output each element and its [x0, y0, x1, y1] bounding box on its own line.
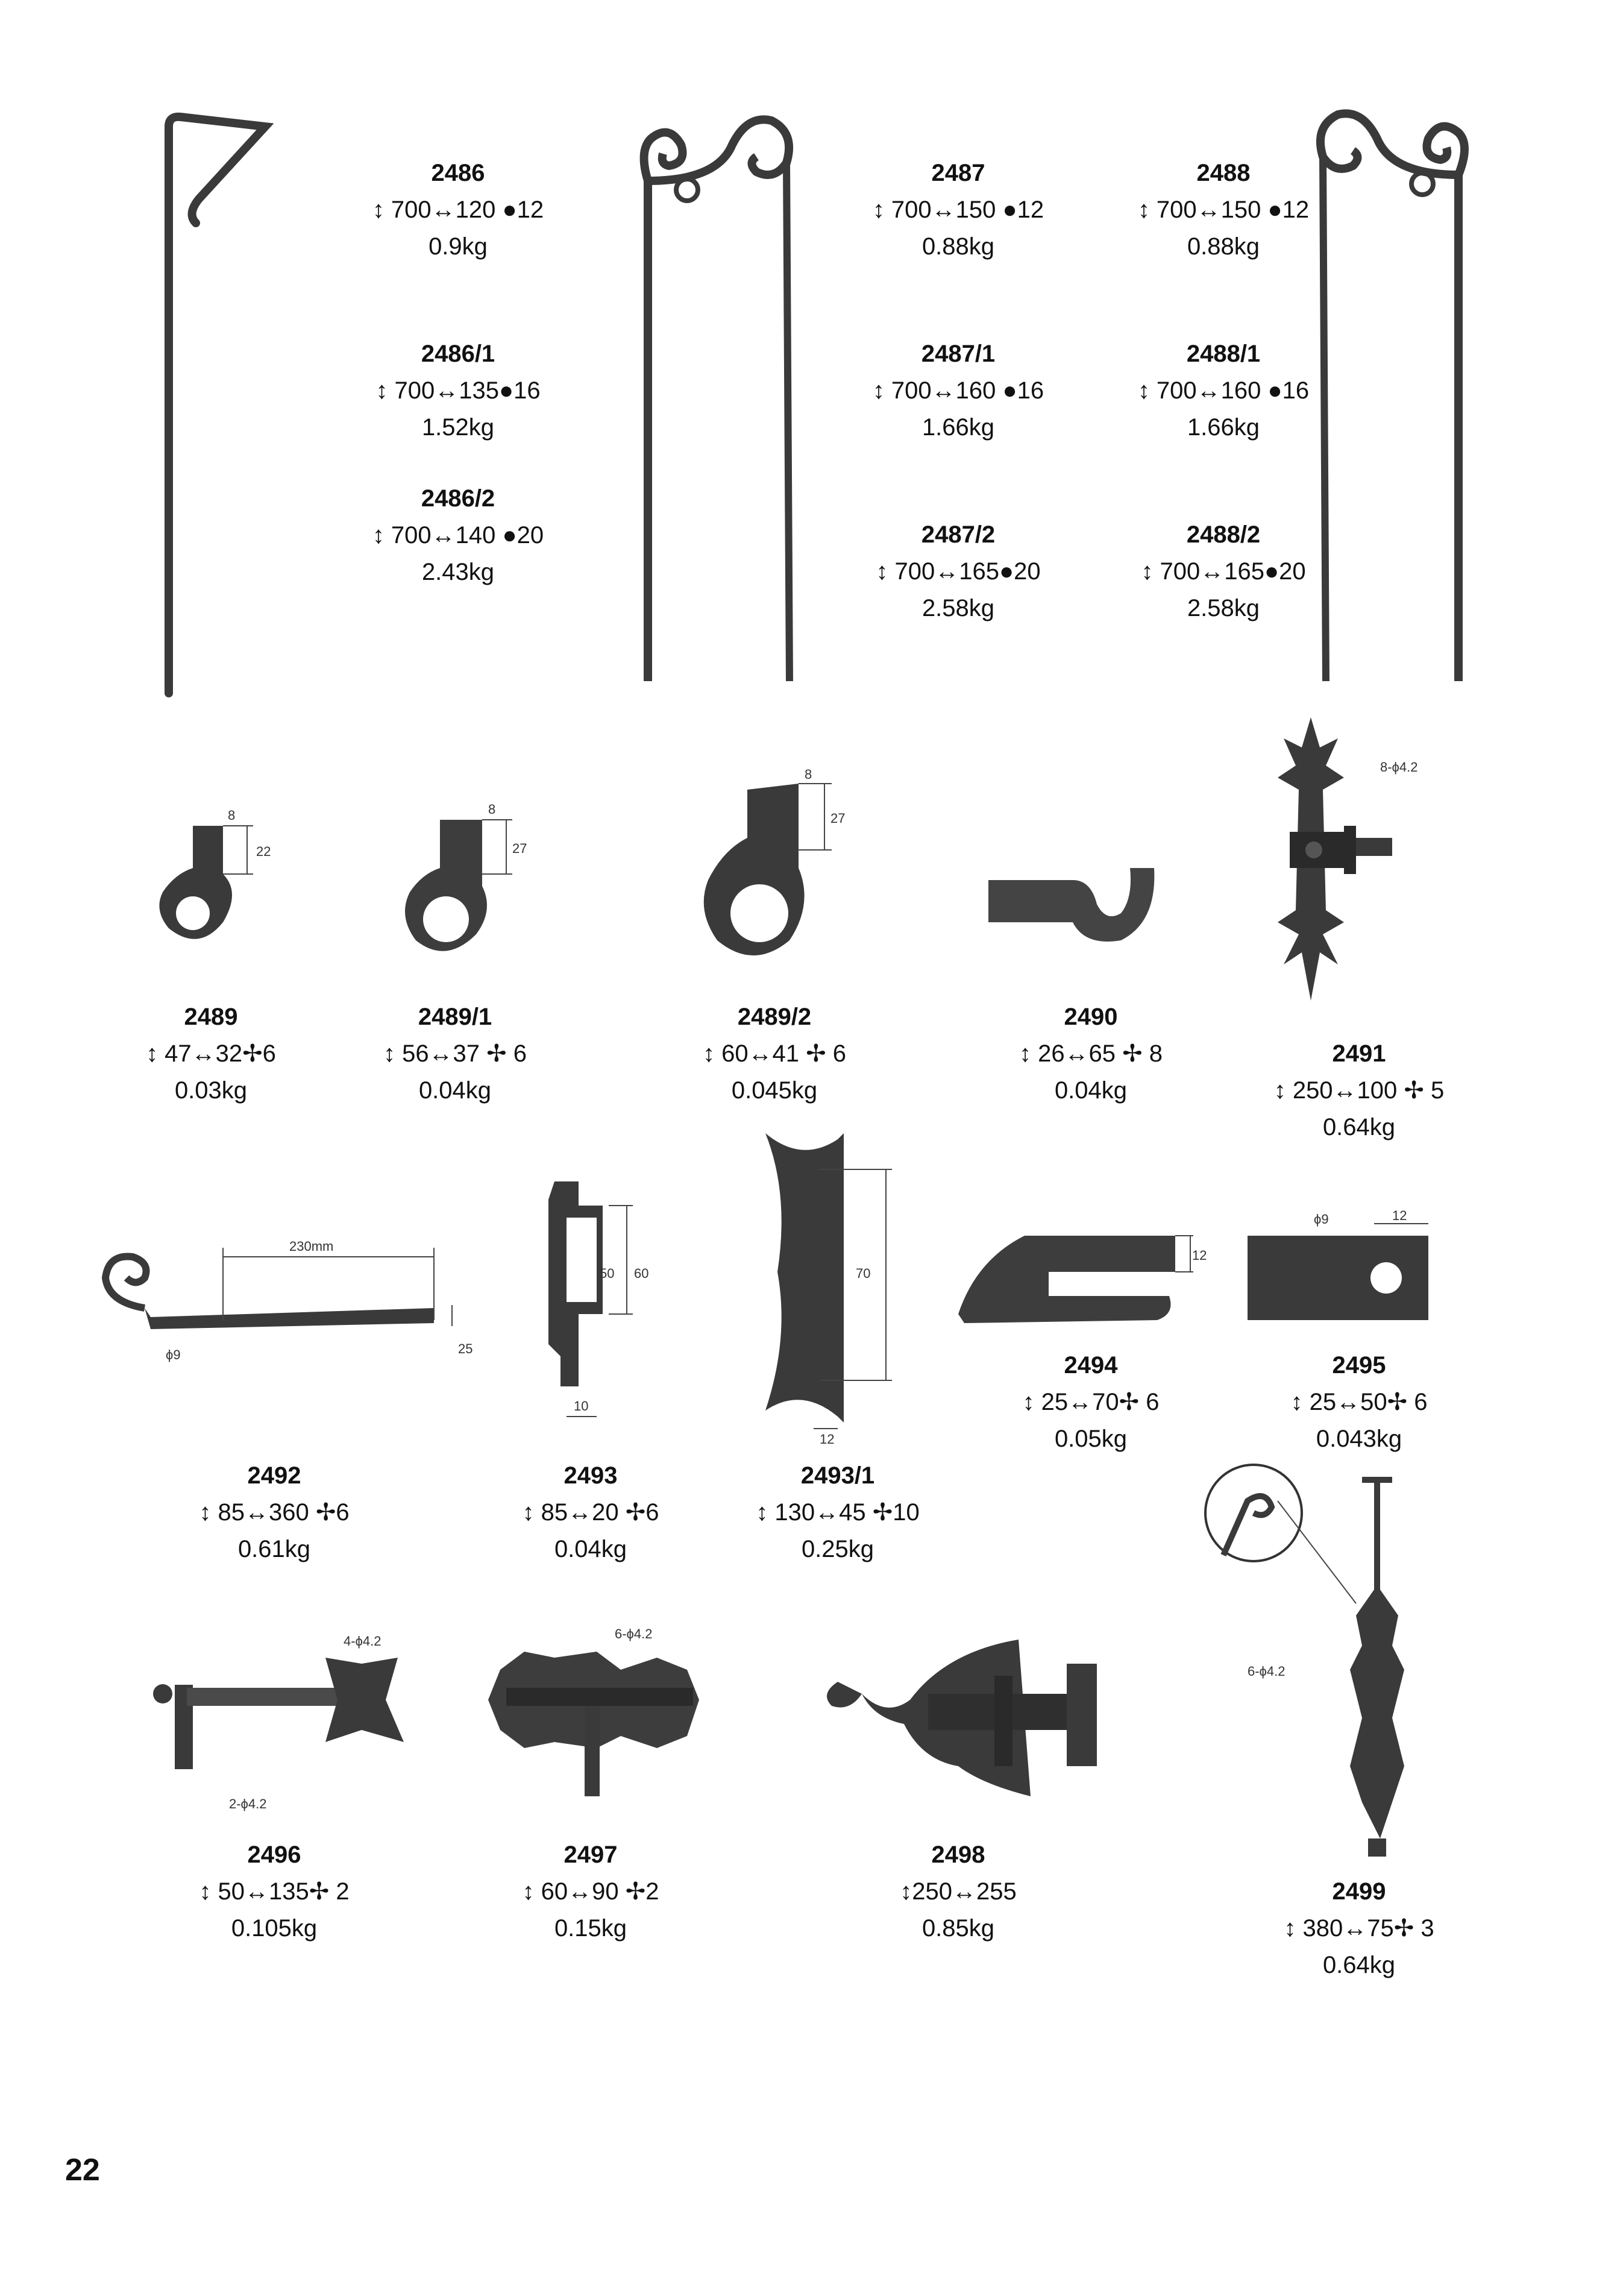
note-2493-b: 60 — [634, 1266, 649, 1281]
product-dimensions: ↕ 700↔150 ●12 — [1137, 197, 1310, 223]
product-dimensions: ↕ 25↔70✢ 6 — [1022, 1389, 1160, 1415]
product-weight: 0.64kg — [1322, 1114, 1396, 1140]
product-dimensions: ↕ 26↔65 ✢ 8 — [1019, 1040, 1163, 1067]
note-2497-a: 6-ϕ4.2 — [615, 1626, 653, 1641]
note-2493-1-a: 70 — [856, 1266, 871, 1281]
product-weight: 0.043kg — [1316, 1426, 1402, 1452]
product-dimensions: ↕ 85↔20 ✢6 — [522, 1499, 659, 1526]
product-weight: 0.85kg — [921, 1915, 995, 1942]
product-code: 2493 — [563, 1462, 618, 1489]
product-code: 2495 — [1332, 1352, 1386, 1379]
note-2489-2-b: 27 — [830, 811, 846, 826]
note-2489-b: 22 — [256, 844, 271, 859]
product-2487 — [838, 155, 1079, 265]
tab-2489-2-image — [693, 766, 862, 977]
note-2489-a: 8 — [228, 808, 236, 823]
vertical-bolt-2499-image — [1199, 1465, 1452, 1875]
note-2489-1-a: 8 — [488, 802, 496, 817]
product-code: 2493/1 — [800, 1462, 875, 1489]
plate-2495-image — [1235, 1206, 1440, 1326]
blade-2494-image — [952, 1224, 1205, 1344]
hook-2490-image — [976, 856, 1169, 952]
product-weight: 0.03kg — [174, 1077, 248, 1104]
product-dimensions: ↕ 50↔135✢ 2 — [199, 1878, 350, 1905]
product-weight: 0.15kg — [554, 1915, 627, 1942]
large-bolt-2498-image — [814, 1628, 1127, 1814]
bolt-2497-image — [476, 1621, 729, 1820]
note-2491-holes: 8-ϕ4.2 — [1380, 760, 1418, 775]
ornate-latch-2491-image — [1254, 711, 1458, 1013]
product-2495 — [1238, 1347, 1480, 1458]
product-2487-1 — [838, 336, 1079, 446]
product-code: 2486/1 — [421, 341, 495, 367]
product-code: 2494 — [1064, 1352, 1118, 1379]
product-dimensions: ↕ 60↔41 ✢ 6 — [702, 1040, 847, 1067]
product-code: 2487/1 — [921, 341, 996, 367]
product-2489-1 — [334, 999, 576, 1109]
product-2488-1 — [1103, 336, 1344, 446]
product-2498 — [838, 1837, 1079, 1947]
note-2496-b: 2-ϕ4.2 — [229, 1796, 267, 1811]
product-weight: 0.61kg — [237, 1536, 311, 1562]
product-weight: 1.66kg — [921, 414, 995, 441]
product-code: 2486/2 — [421, 485, 495, 512]
product-2486-2 — [337, 480, 579, 591]
product-2490 — [970, 999, 1211, 1109]
latch-2496-image — [145, 1628, 434, 1832]
product-weight: 0.05kg — [1054, 1426, 1128, 1452]
product-2489 — [90, 999, 331, 1109]
note-2492-h: 25 — [458, 1341, 473, 1356]
product-dimensions: ↕ 700↔150 ●12 — [872, 197, 1044, 223]
product-2488-2 — [1103, 517, 1344, 627]
product-2497 — [470, 1837, 711, 1947]
product-weight: 0.04kg — [554, 1536, 627, 1562]
note-2492-dia: ϕ9 — [166, 1347, 181, 1362]
note-2489-2-a: 8 — [805, 767, 812, 782]
tab-2489-1-image — [392, 796, 542, 977]
product-code: 2487/2 — [921, 521, 996, 548]
product-2499 — [1238, 1873, 1480, 1984]
product-weight: 0.04kg — [1054, 1077, 1128, 1104]
product-2486 — [337, 155, 579, 265]
product-weight: 0.045kg — [731, 1077, 818, 1104]
rod-scroll-2487-image — [627, 109, 808, 687]
note-2499-a: 6-ϕ4.2 — [1248, 1664, 1286, 1679]
product-2493 — [470, 1458, 711, 1568]
product-2486-1 — [337, 336, 579, 446]
scroll-bar-2492-image — [90, 1230, 488, 1368]
product-dimensions: ↕250↔255 — [900, 1878, 1017, 1905]
product-dimensions: ↕ 380↔75✢ 3 — [1284, 1915, 1434, 1942]
product-dimensions: ↕ 130↔45 ✢10 — [756, 1499, 920, 1526]
product-weight: 0.25kg — [801, 1536, 874, 1562]
product-dimensions: ↕ 700↔160 ●16 — [1137, 377, 1310, 404]
product-2494 — [970, 1347, 1211, 1458]
product-code: 2489 — [184, 1004, 238, 1030]
product-dimensions: ↕ 47↔32✢6 — [146, 1040, 276, 1067]
product-weight: 0.88kg — [1187, 233, 1260, 260]
product-weight: 2.58kg — [1187, 595, 1260, 621]
product-2492 — [154, 1458, 395, 1568]
note-2493-a: 50 — [600, 1266, 615, 1281]
product-code: 2496 — [247, 1842, 301, 1868]
product-dimensions: ↕ 60↔90 ✢2 — [522, 1878, 659, 1905]
product-dimensions: ↕ 700↔165●20 — [1141, 558, 1306, 585]
product-weight: 0.04kg — [418, 1077, 492, 1104]
page-number: 22 — [65, 2153, 100, 2187]
note-2494-a: 12 — [1192, 1248, 1207, 1263]
product-dimensions: ↕ 56↔37 ✢ 6 — [383, 1040, 527, 1067]
product-code: 2497 — [563, 1842, 618, 1868]
product-code: 2488/2 — [1186, 521, 1261, 548]
product-code: 2489/1 — [418, 1004, 492, 1030]
tab-2489-image — [151, 802, 289, 970]
note-2489-1-b: 27 — [512, 841, 527, 856]
note-2492-len: 230mm — [289, 1239, 334, 1254]
product-2491 — [1238, 1036, 1480, 1146]
note-2493-c: 10 — [574, 1398, 589, 1414]
product-code: 2487 — [931, 160, 985, 186]
product-code: 2489/2 — [737, 1004, 812, 1030]
product-2488 — [1103, 155, 1344, 265]
product-code: 2498 — [931, 1842, 985, 1868]
product-weight: 0.9kg — [429, 233, 488, 260]
note-2495-dia: ϕ9 — [1314, 1212, 1329, 1227]
product-weight: 2.58kg — [921, 595, 995, 621]
product-code: 2491 — [1332, 1040, 1386, 1067]
product-code: 2488 — [1196, 160, 1251, 186]
product-weight: 1.66kg — [1187, 414, 1260, 441]
note-2493-1-b: 12 — [820, 1432, 835, 1447]
product-code: 2486 — [431, 160, 485, 186]
product-dimensions: ↕ 700↔165●20 — [876, 558, 1041, 585]
product-2489-2 — [654, 999, 895, 1109]
product-dimensions: ↕ 85↔360 ✢6 — [199, 1499, 350, 1526]
product-dimensions: ↕ 700↔160 ●16 — [872, 377, 1044, 404]
product-code: 2492 — [247, 1462, 301, 1489]
rod-hook-2486-image — [151, 109, 283, 699]
product-weight: 0.105kg — [231, 1915, 318, 1942]
note-2496-a: 4-ϕ4.2 — [344, 1634, 381, 1649]
product-dimensions: ↕ 250↔100 ✢ 5 — [1273, 1077, 1445, 1104]
product-dimensions: ↕ 25↔50✢ 6 — [1290, 1389, 1428, 1415]
product-code: 2490 — [1064, 1004, 1118, 1030]
note-2495-a: 12 — [1392, 1208, 1407, 1223]
staple-2493-image — [536, 1175, 657, 1429]
product-code: 2499 — [1332, 1878, 1386, 1905]
product-2496 — [154, 1837, 395, 1947]
product-weight: 1.52kg — [421, 414, 495, 441]
product-2487-2 — [838, 517, 1079, 627]
product-weight: 0.88kg — [921, 233, 995, 260]
product-2493-1 — [717, 1458, 958, 1568]
product-weight: 2.43kg — [421, 559, 495, 585]
product-code: 2488/1 — [1186, 341, 1261, 367]
product-weight: 0.64kg — [1322, 1952, 1396, 1978]
product-dimensions: ↕ 700↔135●16 — [375, 377, 541, 404]
product-dimensions: ↕ 700↔120 ●12 — [372, 197, 544, 223]
plate-staple-2493-1-image — [753, 1121, 934, 1447]
product-dimensions: ↕ 700↔140 ●20 — [372, 522, 544, 549]
